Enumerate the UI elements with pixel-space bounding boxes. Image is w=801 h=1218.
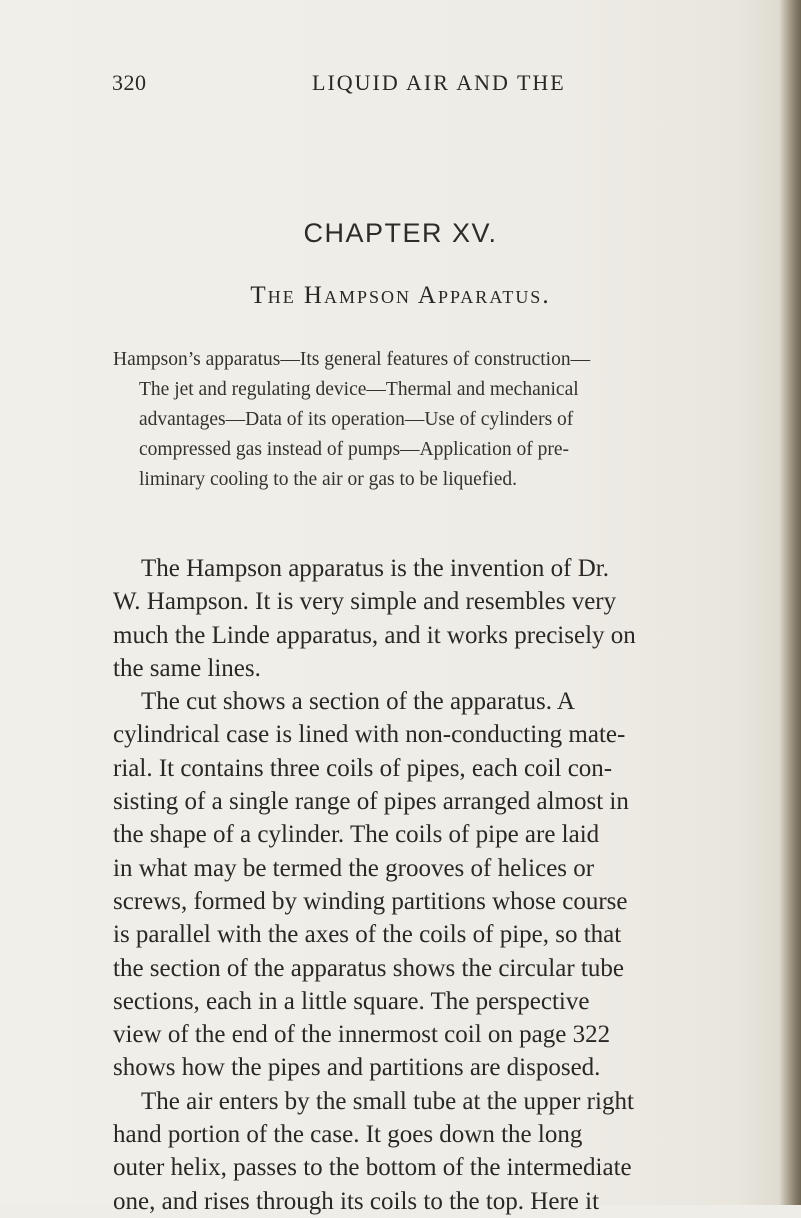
body-line: screws, formed by winding partitions whose course — [113, 887, 628, 915]
summary-line: Hampson’s apparatus—Its general features of construction— — [113, 349, 591, 370]
body-line: rial. It contains three coils of pipes, each coil con- — [113, 754, 613, 782]
body-line: view of the end of the innermost coil on page 322 — [113, 1021, 611, 1049]
summary-line: advantages—Data of its operation—Use of cylinders of — [139, 409, 574, 430]
page-number: 320 — [112, 70, 147, 95]
running-title: LIQUID AIR AND THE — [312, 70, 566, 95]
body-line: in what may be termed the grooves of helices or — [113, 854, 595, 882]
body-line: sisting of a single range of pipes arranged almost in — [113, 788, 629, 816]
body-line: sections, each in a little square. The perspective — [113, 987, 590, 1015]
body-line: the same lines. — [113, 654, 261, 682]
chapter-summary — [113, 345, 753, 495]
body-line: shows how the pipes and partitions are disposed. — [113, 1054, 601, 1082]
body-line: W. Hampson. It is very simple and resembles very — [113, 588, 617, 616]
body-line: much the Linde apparatus, and it works precisely on — [113, 621, 636, 649]
summary-line: The jet and regulating device—Thermal and mechanical — [139, 379, 579, 400]
summary-line: compressed gas instead of pumps—Application of pre- — [139, 439, 569, 460]
chapter-heading: CHAPTER XV. — [303, 218, 498, 248]
body-line: one, and rises through its coils to the top. Here it — [113, 1187, 600, 1215]
running-head — [0, 70, 801, 100]
body-line: is parallel with the axes of the coils of pipe, so that — [113, 921, 622, 949]
body-line: outer helix, passes to the bottom of the intermediate — [113, 1154, 632, 1182]
binding-edge-shadow — [779, 0, 801, 1205]
body-line: cylindrical case is lined with non-conducting mate- — [113, 721, 626, 749]
body-line: hand portion of the case. It goes down the long — [113, 1121, 583, 1149]
summary-line: liminary cooling to the air or gas to be liquefied. — [139, 469, 517, 490]
body-text — [113, 552, 753, 1218]
chapter-title: The Hampson Apparatus. — [250, 282, 551, 309]
body-line: the section of the apparatus shows the circular tube — [113, 954, 624, 982]
body-line: The cut shows a section of the apparatus. A — [141, 688, 575, 716]
body-line: The air enters by the small tube at the upper right — [141, 1087, 634, 1115]
body-line: The Hampson apparatus is the invention of Dr. — [141, 555, 609, 582]
body-line: the shape of a cylinder. The coils of pipe are laid — [113, 821, 600, 849]
